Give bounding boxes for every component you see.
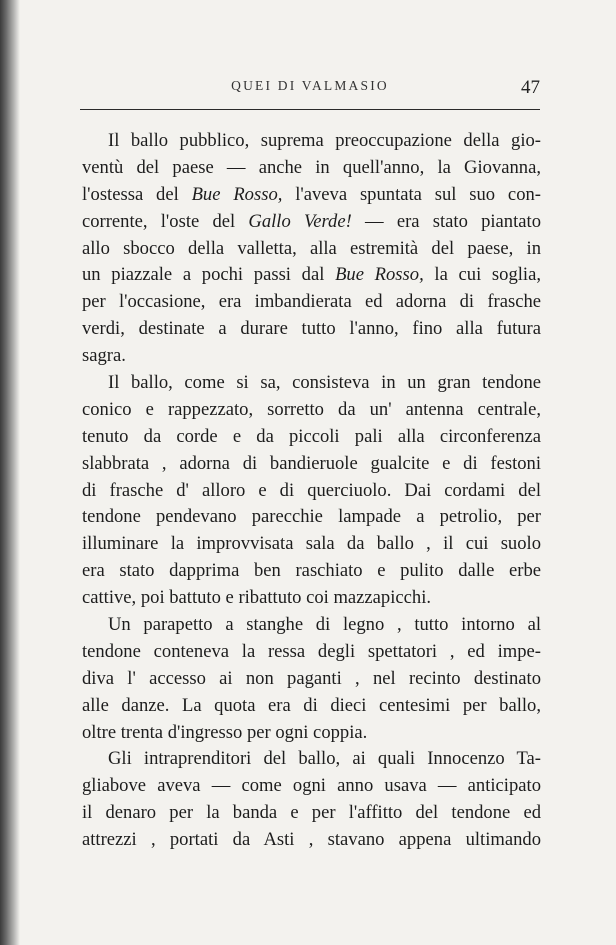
paragraph bbox=[82, 370, 541, 612]
text-line: Un parapetto a stanghe di legno , tutto intorno al bbox=[108, 614, 541, 636]
page-spine-shadow bbox=[0, 0, 20, 945]
page-number: 47 bbox=[521, 77, 540, 98]
text-line: sagra. bbox=[82, 345, 126, 367]
italic-name: Bue Rosso, bbox=[191, 183, 283, 205]
text-line: verdi, destinate a durare tutto l'anno, fino alla futura bbox=[82, 318, 541, 340]
text-line bbox=[82, 209, 541, 236]
text-line: tenuto da corde e da piccoli pali alla circonferenza bbox=[82, 425, 541, 447]
text-segment: — era stato piantato bbox=[351, 210, 541, 232]
text-line: cattive, poi battuto e ribattuto coi mazzapicchi. bbox=[82, 587, 432, 609]
text-line: allo sbocco della valletta, alla estremità del paese, in bbox=[82, 237, 541, 259]
text-line: di frasche d' alloro e di querciuolo. Dai cordami del bbox=[82, 479, 541, 501]
text-line: alle danze. La quota era di dieci centesimi per ballo, bbox=[82, 694, 541, 716]
text-line: tendone conteneva la ressa degli spettatori , ed impe- bbox=[82, 640, 541, 662]
text-line: il denaro per la banda e per l'affitto del tendone ed bbox=[82, 802, 541, 824]
text-segment: corrente, l'oste del bbox=[82, 210, 249, 232]
text-line bbox=[82, 262, 541, 289]
italic-name: Gallo Verde! bbox=[248, 210, 352, 232]
text-line: Il ballo, come si sa, consisteva in un gran tendone bbox=[108, 372, 541, 394]
text-line: conico e rappezzato, sorretto da un' antenna centrale, bbox=[82, 398, 541, 420]
text-segment: un piazzale a pochi passi dal bbox=[82, 264, 336, 286]
running-title: QUEI DI VALMASIO bbox=[231, 78, 389, 93]
text-line: slabbrata , adorna di bandieruole gualcite e di festoni bbox=[82, 452, 541, 474]
text-line: Gli intraprenditori del ballo, ai quali Innocenzo Ta- bbox=[108, 748, 541, 770]
text-line: illuminare la improvvisata sala da ballo , il cui suolo bbox=[82, 533, 541, 555]
text-segment: l'ostessa del bbox=[82, 183, 192, 205]
text-line: diva l' accesso ai non paganti , nel recinto destinato bbox=[82, 667, 541, 689]
text-line: ventù del paese — anche in quell'anno, la Giovanna, bbox=[82, 156, 541, 178]
text-line bbox=[82, 182, 541, 209]
paragraph bbox=[82, 746, 541, 854]
text-line: per l'occasione, era imbandierata ed adorna di frasche bbox=[82, 291, 541, 313]
text-segment: l'aveva spuntata sul suo con- bbox=[282, 183, 541, 205]
body-text bbox=[82, 128, 541, 854]
text-line: attrezzi , portati da Asti , stavano appena ultimando bbox=[82, 829, 541, 851]
italic-name: Bue Rosso, bbox=[335, 264, 424, 286]
paragraph bbox=[82, 612, 541, 746]
text-line: oltre trenta d'ingresso per ogni coppia. bbox=[82, 721, 368, 743]
text-segment: la cui soglia, bbox=[423, 264, 541, 286]
text-line: gliabove aveva — come ogni anno usava — anticipato bbox=[82, 775, 541, 797]
header-rule bbox=[80, 109, 540, 110]
text-line: tendone pendevano parecchie lampade a petrolio, per bbox=[82, 506, 541, 528]
text-line: Il ballo pubblico, suprema preoccupazione della gio- bbox=[108, 130, 541, 151]
running-header bbox=[80, 72, 540, 112]
paragraph bbox=[82, 128, 541, 370]
text-line: era stato dapprima ben raschiato e pulito dalle erbe bbox=[82, 560, 541, 582]
